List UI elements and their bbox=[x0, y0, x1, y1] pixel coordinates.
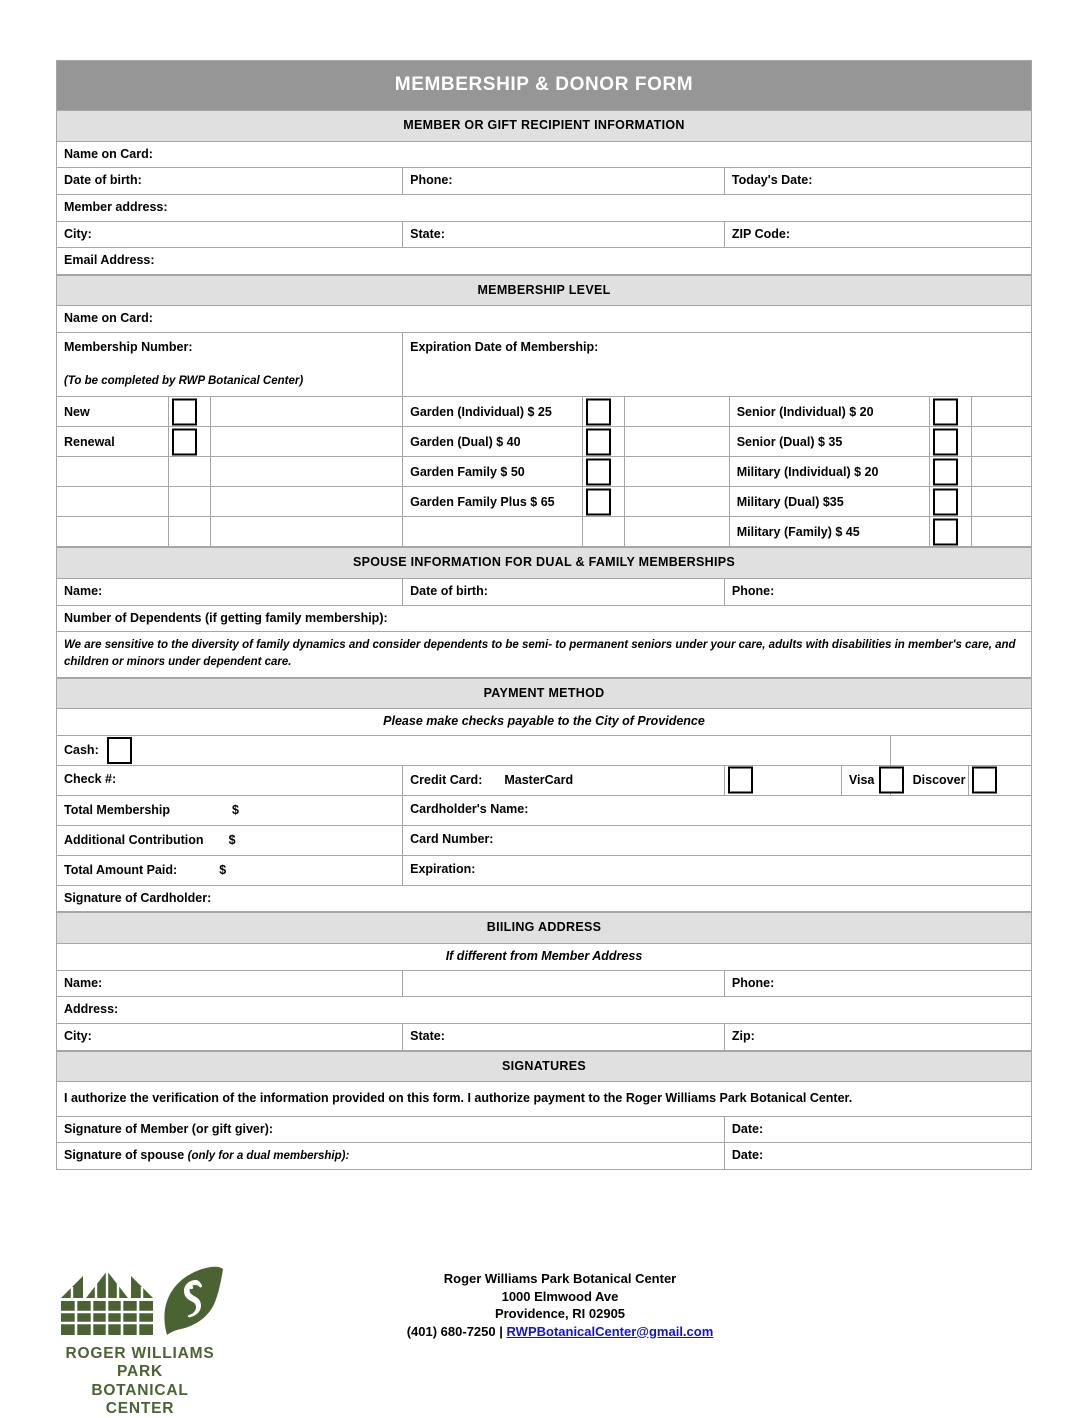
label-credit-card: Credit Card: bbox=[410, 773, 483, 788]
checks-payable-note: Please make checks payable to the City of Providence bbox=[383, 714, 705, 729]
section-title: MEMBERSHIP LEVEL bbox=[477, 282, 611, 297]
form-document bbox=[56, 60, 1032, 1170]
row-signature-cardholder bbox=[57, 885, 1032, 912]
checkbox-garden-family-icon[interactable] bbox=[586, 458, 611, 485]
dollar-sign: $ bbox=[232, 803, 239, 818]
checkbox-military-individual-icon[interactable] bbox=[933, 458, 958, 485]
section-title: SIGNATURES bbox=[501, 1058, 587, 1073]
email-link[interactable]: RWPBotanicalCenter@gmail.com bbox=[506, 1323, 714, 1339]
label-spouse-phone[interactable]: Phone: bbox=[731, 583, 775, 598]
row-option-4 bbox=[57, 487, 1032, 517]
row-option-2 bbox=[57, 427, 1032, 457]
dollar-sign: $ bbox=[228, 833, 236, 848]
logo-wordmark bbox=[55, 1345, 225, 1418]
label-military-individual: Military (Individual) $ 20 bbox=[736, 464, 879, 479]
label-name-on-card[interactable]: Name on Card: bbox=[64, 311, 153, 326]
row-billing-address bbox=[57, 997, 1032, 1024]
dollar-sign: $ bbox=[219, 863, 227, 878]
checkbox-garden-family-plus-icon[interactable] bbox=[586, 488, 611, 515]
section-title: SPOUSE INFORMATION FOR DUAL & FAMILY MEMBERSHIPS bbox=[352, 555, 736, 570]
label-additional-contribution: Additional Contribution bbox=[64, 833, 204, 848]
checkbox-senior-dual-cell[interactable] bbox=[929, 427, 971, 457]
row-dependents-note bbox=[57, 632, 1032, 677]
label-date-of-birth[interactable]: Date of birth: bbox=[64, 173, 142, 188]
authorization-text: I authorize the verification of the information provided on this form. I authorize payment to the Roger Williams Park Botanical Center. bbox=[64, 1091, 853, 1106]
label-total-membership: Total Membership bbox=[64, 803, 171, 818]
checkbox-new-cell[interactable] bbox=[169, 397, 211, 427]
label-email-address[interactable]: Email Address: bbox=[64, 253, 155, 268]
section-header-payment-method bbox=[57, 678, 1032, 709]
checkbox-cash-icon[interactable] bbox=[107, 737, 132, 764]
label-visa: Visa bbox=[848, 773, 875, 788]
page-footer bbox=[0, 1248, 1088, 1417]
section-header-spouse-info bbox=[57, 548, 1032, 579]
checkbox-discover-icon[interactable] bbox=[972, 767, 997, 794]
city-state-zip: Providence, RI 02905 bbox=[494, 1306, 626, 1322]
row-membership-number bbox=[57, 333, 1032, 397]
checkbox-visa-icon[interactable] bbox=[879, 767, 904, 794]
label-card-number[interactable]: Card Number: bbox=[410, 832, 494, 847]
label-billing-city[interactable]: City: bbox=[64, 1028, 92, 1043]
row-dependents bbox=[57, 605, 1032, 632]
organization-name: Roger Williams Park Botanical Center bbox=[443, 1271, 677, 1286]
label-signature-spouse: Signature of spouse bbox=[64, 1148, 188, 1163]
label-garden-family-plus: Garden Family Plus $ 65 bbox=[410, 494, 555, 509]
label-expiration-date[interactable]: Expiration Date of Membership: bbox=[410, 340, 599, 354]
member-info-table bbox=[56, 110, 1032, 275]
checkbox-senior-individual-cell[interactable] bbox=[929, 397, 971, 427]
section-header-member-info bbox=[57, 111, 1032, 142]
row-billing-city-state-zip bbox=[57, 1023, 1032, 1050]
billing-address-table bbox=[56, 912, 1032, 1050]
checkbox-garden-family-cell[interactable] bbox=[583, 457, 625, 487]
label-military-dual: Military (Dual) $35 bbox=[736, 494, 844, 509]
checkbox-visa-cell[interactable] bbox=[890, 765, 968, 795]
section-title: MEMBER OR GIFT RECIPIENT INFORMATION bbox=[403, 118, 685, 132]
organization-logo bbox=[55, 1260, 225, 1418]
checkbox-renewal-cell[interactable] bbox=[169, 427, 211, 457]
section-header-membership-level bbox=[57, 275, 1032, 306]
row-billing-subnote bbox=[57, 944, 1032, 971]
row-check-credit-card bbox=[57, 765, 1032, 795]
section-title: PAYMENT METHOD bbox=[483, 685, 605, 700]
label-cash: Cash: bbox=[64, 743, 99, 758]
row-authorization bbox=[57, 1082, 1032, 1117]
label-new: New bbox=[64, 404, 90, 419]
label-date-member[interactable]: Date: bbox=[731, 1121, 764, 1136]
signature-spouse-field[interactable] bbox=[57, 1143, 724, 1169]
checkbox-senior-individual-icon[interactable] bbox=[933, 398, 958, 425]
label-state[interactable]: State: bbox=[410, 226, 445, 241]
row-billing-name-phone bbox=[57, 970, 1032, 997]
phone-number: (401) 680-7250 bbox=[406, 1323, 496, 1339]
label-date-spouse[interactable]: Date: bbox=[731, 1148, 764, 1163]
row-additional-contribution bbox=[57, 825, 1032, 855]
logo-line-1: ROGER WILLIAMS PARK bbox=[65, 1345, 215, 1381]
spouse-info-table bbox=[56, 547, 1032, 677]
street-address: 1000 Elmwood Ave bbox=[501, 1288, 619, 1304]
additional-contribution-field[interactable] bbox=[57, 826, 402, 855]
row-spouse-name-dob-phone bbox=[57, 578, 1032, 605]
row-signature-member bbox=[57, 1116, 1032, 1143]
total-amount-paid-field[interactable] bbox=[57, 856, 402, 885]
checkbox-military-dual-icon[interactable] bbox=[933, 488, 958, 515]
billing-empty-cell[interactable] bbox=[403, 971, 724, 997]
checkbox-renewal-icon[interactable] bbox=[172, 428, 197, 455]
contact-block bbox=[300, 1270, 820, 1340]
label-member-address[interactable]: Member address: bbox=[64, 199, 168, 214]
checkbox-military-dual-cell[interactable] bbox=[929, 487, 971, 517]
label-membership-number[interactable]: Membership Number: bbox=[64, 340, 193, 354]
label-signature-member[interactable]: Signature of Member (or gift giver): bbox=[64, 1121, 274, 1136]
label-senior-dual: Senior (Dual) $ 35 bbox=[736, 434, 843, 449]
label-total-amount-paid: Total Amount Paid: bbox=[64, 863, 178, 878]
label-spouse-name[interactable]: Name: bbox=[64, 583, 103, 598]
label-number-of-dependents[interactable]: Number of Dependents (if getting family membership): bbox=[64, 610, 388, 625]
row-membership-name-on-card bbox=[57, 306, 1032, 333]
row-member-address bbox=[57, 194, 1032, 221]
label-billing-name[interactable]: Name: bbox=[64, 975, 103, 990]
row-option-3 bbox=[57, 457, 1032, 487]
checkbox-mastercard-cell[interactable] bbox=[724, 765, 841, 795]
row-option-5 bbox=[57, 517, 1032, 547]
checkbox-garden-family-plus-cell[interactable] bbox=[583, 487, 625, 517]
label-mastercard: MasterCard bbox=[504, 773, 574, 788]
label-billing-address[interactable]: Address: bbox=[64, 1002, 119, 1017]
label-renewal: Renewal bbox=[64, 434, 115, 449]
row-option-1 bbox=[57, 397, 1032, 427]
label-billing-phone[interactable]: Phone: bbox=[731, 975, 775, 990]
label-todays-date[interactable]: Today's Date: bbox=[731, 173, 813, 188]
label-signature-of-cardholder[interactable]: Signature of Cardholder: bbox=[64, 890, 212, 905]
checkbox-garden-dual-cell[interactable] bbox=[583, 427, 625, 457]
botanical-center-logo-icon bbox=[55, 1260, 225, 1338]
row-cash bbox=[57, 735, 1032, 765]
dependents-note: We are sensitive to the diversity of family dynamics and consider dependents to be semi- to permanent seniors under your care, adults with disabilities in member's care, and children or minors under dependent care. bbox=[64, 639, 1016, 668]
cash-field[interactable] bbox=[57, 736, 890, 765]
label-zip-code[interactable]: ZIP Code: bbox=[731, 226, 790, 241]
checkbox-military-family-icon[interactable] bbox=[933, 518, 958, 545]
row-total-amount-paid bbox=[57, 855, 1032, 885]
signatures-table bbox=[56, 1051, 1032, 1171]
row-checks-note bbox=[57, 709, 1032, 736]
label-city[interactable]: City: bbox=[64, 226, 92, 241]
page-title: MEMBERSHIP & DONOR FORM bbox=[56, 60, 1032, 110]
row-name-on-card bbox=[57, 141, 1032, 168]
section-title: BIILING ADDRESS bbox=[486, 920, 602, 935]
row-city-state-zip bbox=[57, 221, 1032, 248]
row-dob-phone-date bbox=[57, 168, 1032, 195]
section-header-signatures bbox=[57, 1051, 1032, 1082]
phone-and-email-line bbox=[300, 1323, 820, 1341]
section-header-billing-address bbox=[57, 913, 1032, 944]
label-senior-individual: Senior (Individual) $ 20 bbox=[736, 404, 874, 419]
label-spouse-dob[interactable]: Date of birth: bbox=[410, 583, 488, 598]
checkbox-new-icon[interactable] bbox=[172, 398, 197, 425]
row-signature-spouse bbox=[57, 1143, 1032, 1170]
checkbox-garden-dual-icon[interactable] bbox=[586, 428, 611, 455]
row-email-address bbox=[57, 248, 1032, 275]
credit-card-group bbox=[403, 766, 724, 795]
label-billing-zip[interactable]: Zip: bbox=[731, 1028, 755, 1043]
checkbox-military-family-cell[interactable] bbox=[929, 517, 971, 547]
billing-subnote: If different from Member Address bbox=[445, 949, 643, 964]
checkbox-discover-cell[interactable] bbox=[968, 765, 1031, 795]
label-billing-state[interactable]: State: bbox=[410, 1028, 445, 1043]
membership-number-note: (To be completed by RWP Botanical Center) bbox=[64, 374, 304, 387]
label-cardholder-name[interactable]: Cardholder's Name: bbox=[410, 802, 529, 817]
label-discover: Discover bbox=[912, 773, 966, 788]
label-name-on-card[interactable]: Name on Card: bbox=[64, 146, 153, 161]
label-garden-individual: Garden (Individual) $ 25 bbox=[410, 404, 552, 419]
separator: | bbox=[499, 1323, 503, 1339]
payment-method-table bbox=[56, 678, 1032, 913]
label-signature-spouse-note: (only for a dual membership): bbox=[187, 1150, 350, 1163]
membership-level-table bbox=[56, 275, 1032, 548]
logo-line-2: BOTANICAL CENTER bbox=[91, 1381, 189, 1417]
label-garden-family: Garden Family $ 50 bbox=[410, 464, 525, 479]
label-military-family: Military (Family) $ 45 bbox=[736, 524, 860, 539]
label-garden-dual: Garden (Dual) $ 40 bbox=[410, 434, 521, 449]
checkbox-senior-dual-icon[interactable] bbox=[933, 428, 958, 455]
label-check-number[interactable]: Check #: bbox=[64, 772, 117, 787]
checkbox-garden-individual-icon[interactable] bbox=[586, 398, 611, 425]
total-membership-field[interactable] bbox=[57, 796, 402, 825]
label-phone[interactable]: Phone: bbox=[410, 173, 453, 188]
checkbox-mastercard-icon[interactable] bbox=[728, 767, 753, 794]
label-expiration[interactable]: Expiration: bbox=[410, 862, 476, 877]
row-total-membership bbox=[57, 795, 1032, 825]
checkbox-military-individual-cell[interactable] bbox=[929, 457, 971, 487]
checkbox-garden-individual-cell[interactable] bbox=[583, 397, 625, 427]
